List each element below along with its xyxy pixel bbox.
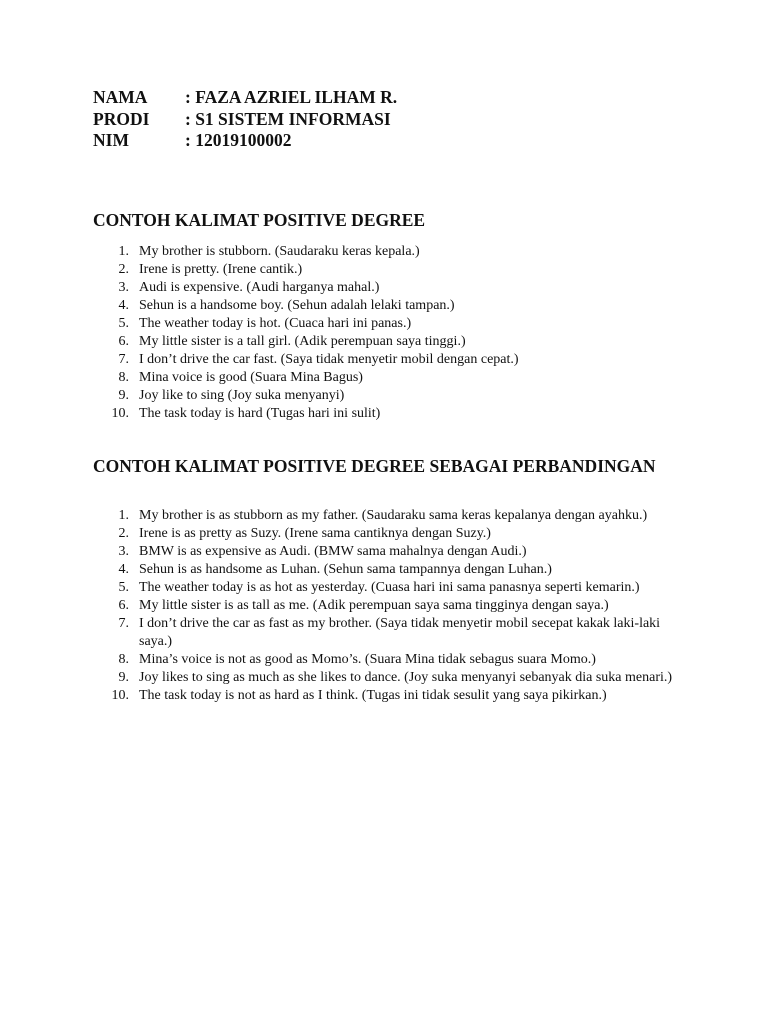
item-number: 4.: [118, 562, 129, 577]
list-item: [0, 669, 679, 687]
prodi-row: [93, 109, 397, 131]
list-item: [0, 279, 679, 297]
list-item: [0, 261, 679, 279]
nama-label: NAMA: [93, 87, 148, 107]
list-item: [0, 597, 679, 615]
item-text: I don’t drive the car as fast as my brother. (Saya tidak menyetir mobil secepat kakak laki-laki saya.): [139, 616, 661, 649]
list-item: [0, 315, 679, 333]
list-item: [0, 351, 679, 369]
item-text: My brother is stubborn. (Saudaraku keras kepala.): [139, 244, 420, 259]
list-item: [0, 387, 679, 405]
item-number: 1.: [118, 244, 129, 259]
section1-list: [0, 243, 768, 423]
item-text: Irene is pretty. (Irene cantik.): [139, 262, 303, 277]
item-text: BMW is as expensive as Audi. (BMW sama mahalnya dengan Audi.): [139, 544, 527, 559]
list-item: [0, 405, 679, 423]
list-item: [0, 615, 679, 651]
list-item: [0, 525, 679, 543]
item-number: 5.: [118, 580, 129, 595]
item-number: 6.: [118, 334, 129, 349]
item-number: 3.: [118, 544, 129, 559]
item-text: My brother is as stubborn as my father. (Saudaraku sama keras kepalanya dengan ayahku.): [139, 508, 648, 523]
item-text: I don’t drive the car fast. (Saya tidak menyetir mobil dengan cepat.): [139, 352, 519, 367]
item-number: 8.: [118, 652, 129, 667]
item-number: 7.: [118, 352, 129, 367]
nim-row: [93, 130, 397, 152]
list-item: [0, 333, 679, 351]
list-item: [0, 243, 679, 261]
item-number: 1.: [118, 508, 129, 523]
nama-row: [93, 87, 397, 109]
item-text: Mina’s voice is not as good as Momo’s. (Suara Mina tidak sebagus suara Momo.): [139, 652, 596, 667]
item-number: 10.: [111, 688, 129, 703]
list-item: [0, 687, 679, 705]
list-item: [0, 507, 679, 525]
item-text: Sehun is as handsome as Luhan. (Sehun sama tampannya dengan Luhan.): [139, 562, 552, 577]
list-item: [0, 297, 679, 315]
item-number: 3.: [118, 280, 129, 295]
list-item: [0, 651, 679, 669]
item-number: 2.: [118, 262, 129, 277]
item-text: The weather today is as hot as yesterday. (Cuasa hari ini sama panasnya seperti kemarin.): [139, 580, 640, 595]
item-number: 10.: [111, 406, 129, 421]
list-item: [0, 369, 679, 387]
item-number: 6.: [118, 598, 129, 613]
item-text: The task today is hard (Tugas hari ini sulit): [139, 406, 381, 421]
nim-value: : 12019100002: [185, 130, 292, 150]
nama-value: : FAZA AZRIEL ILHAM R.: [185, 87, 398, 107]
item-text: The task today is not as hard as I think. (Tugas ini tidak sesulit yang saya pikirkan.): [139, 688, 607, 703]
item-number: 9.: [118, 670, 129, 685]
item-text: My little sister is a tall girl. (Adik perempuan saya tinggi.): [139, 334, 466, 349]
prodi-label: PRODI: [93, 108, 150, 129]
item-number: 9.: [118, 388, 129, 403]
item-text: The weather today is hot. (Cuaca hari ini panas.): [139, 316, 412, 331]
item-text: Audi is expensive. (Audi harganya mahal.): [139, 280, 380, 295]
list-item: [0, 579, 679, 597]
item-text: Irene is as pretty as Suzy. (Irene sama cantiknya dengan Suzy.): [139, 526, 491, 541]
item-number: 2.: [118, 526, 129, 541]
item-text: Joy like to sing (Joy suka menyanyi): [139, 388, 345, 403]
nim-label: NIM: [93, 130, 129, 150]
prodi-value: : S1 SISTEM INFORMASI: [185, 108, 391, 129]
section2-list: [0, 507, 768, 705]
section1-title: CONTOH KALIMAT POSITIVE DEGREE: [93, 210, 426, 230]
item-text: Mina voice is good (Suara Mina Bagus): [139, 370, 363, 385]
list-item: [0, 561, 679, 579]
item-number: 8.: [118, 370, 129, 385]
section2-title: CONTOH KALIMAT POSITIVE DEGREE SEBAGAI PERBANDINGAN: [93, 456, 656, 476]
item-number: 5.: [118, 316, 129, 331]
item-text: Sehun is a handsome boy. (Sehun adalah lelaki tampan.): [139, 298, 455, 313]
item-text: Joy likes to sing as much as she likes to dance. (Joy suka menyanyi sebanyak dia suka menari.): [139, 670, 673, 685]
item-number: 4.: [118, 298, 129, 313]
list-item: [0, 543, 679, 561]
identity-block: [93, 87, 397, 152]
item-number: 7.: [118, 616, 129, 631]
item-text: My little sister is as tall as me. (Adik perempuan saya sama tingginya dengan saya.): [139, 598, 609, 613]
